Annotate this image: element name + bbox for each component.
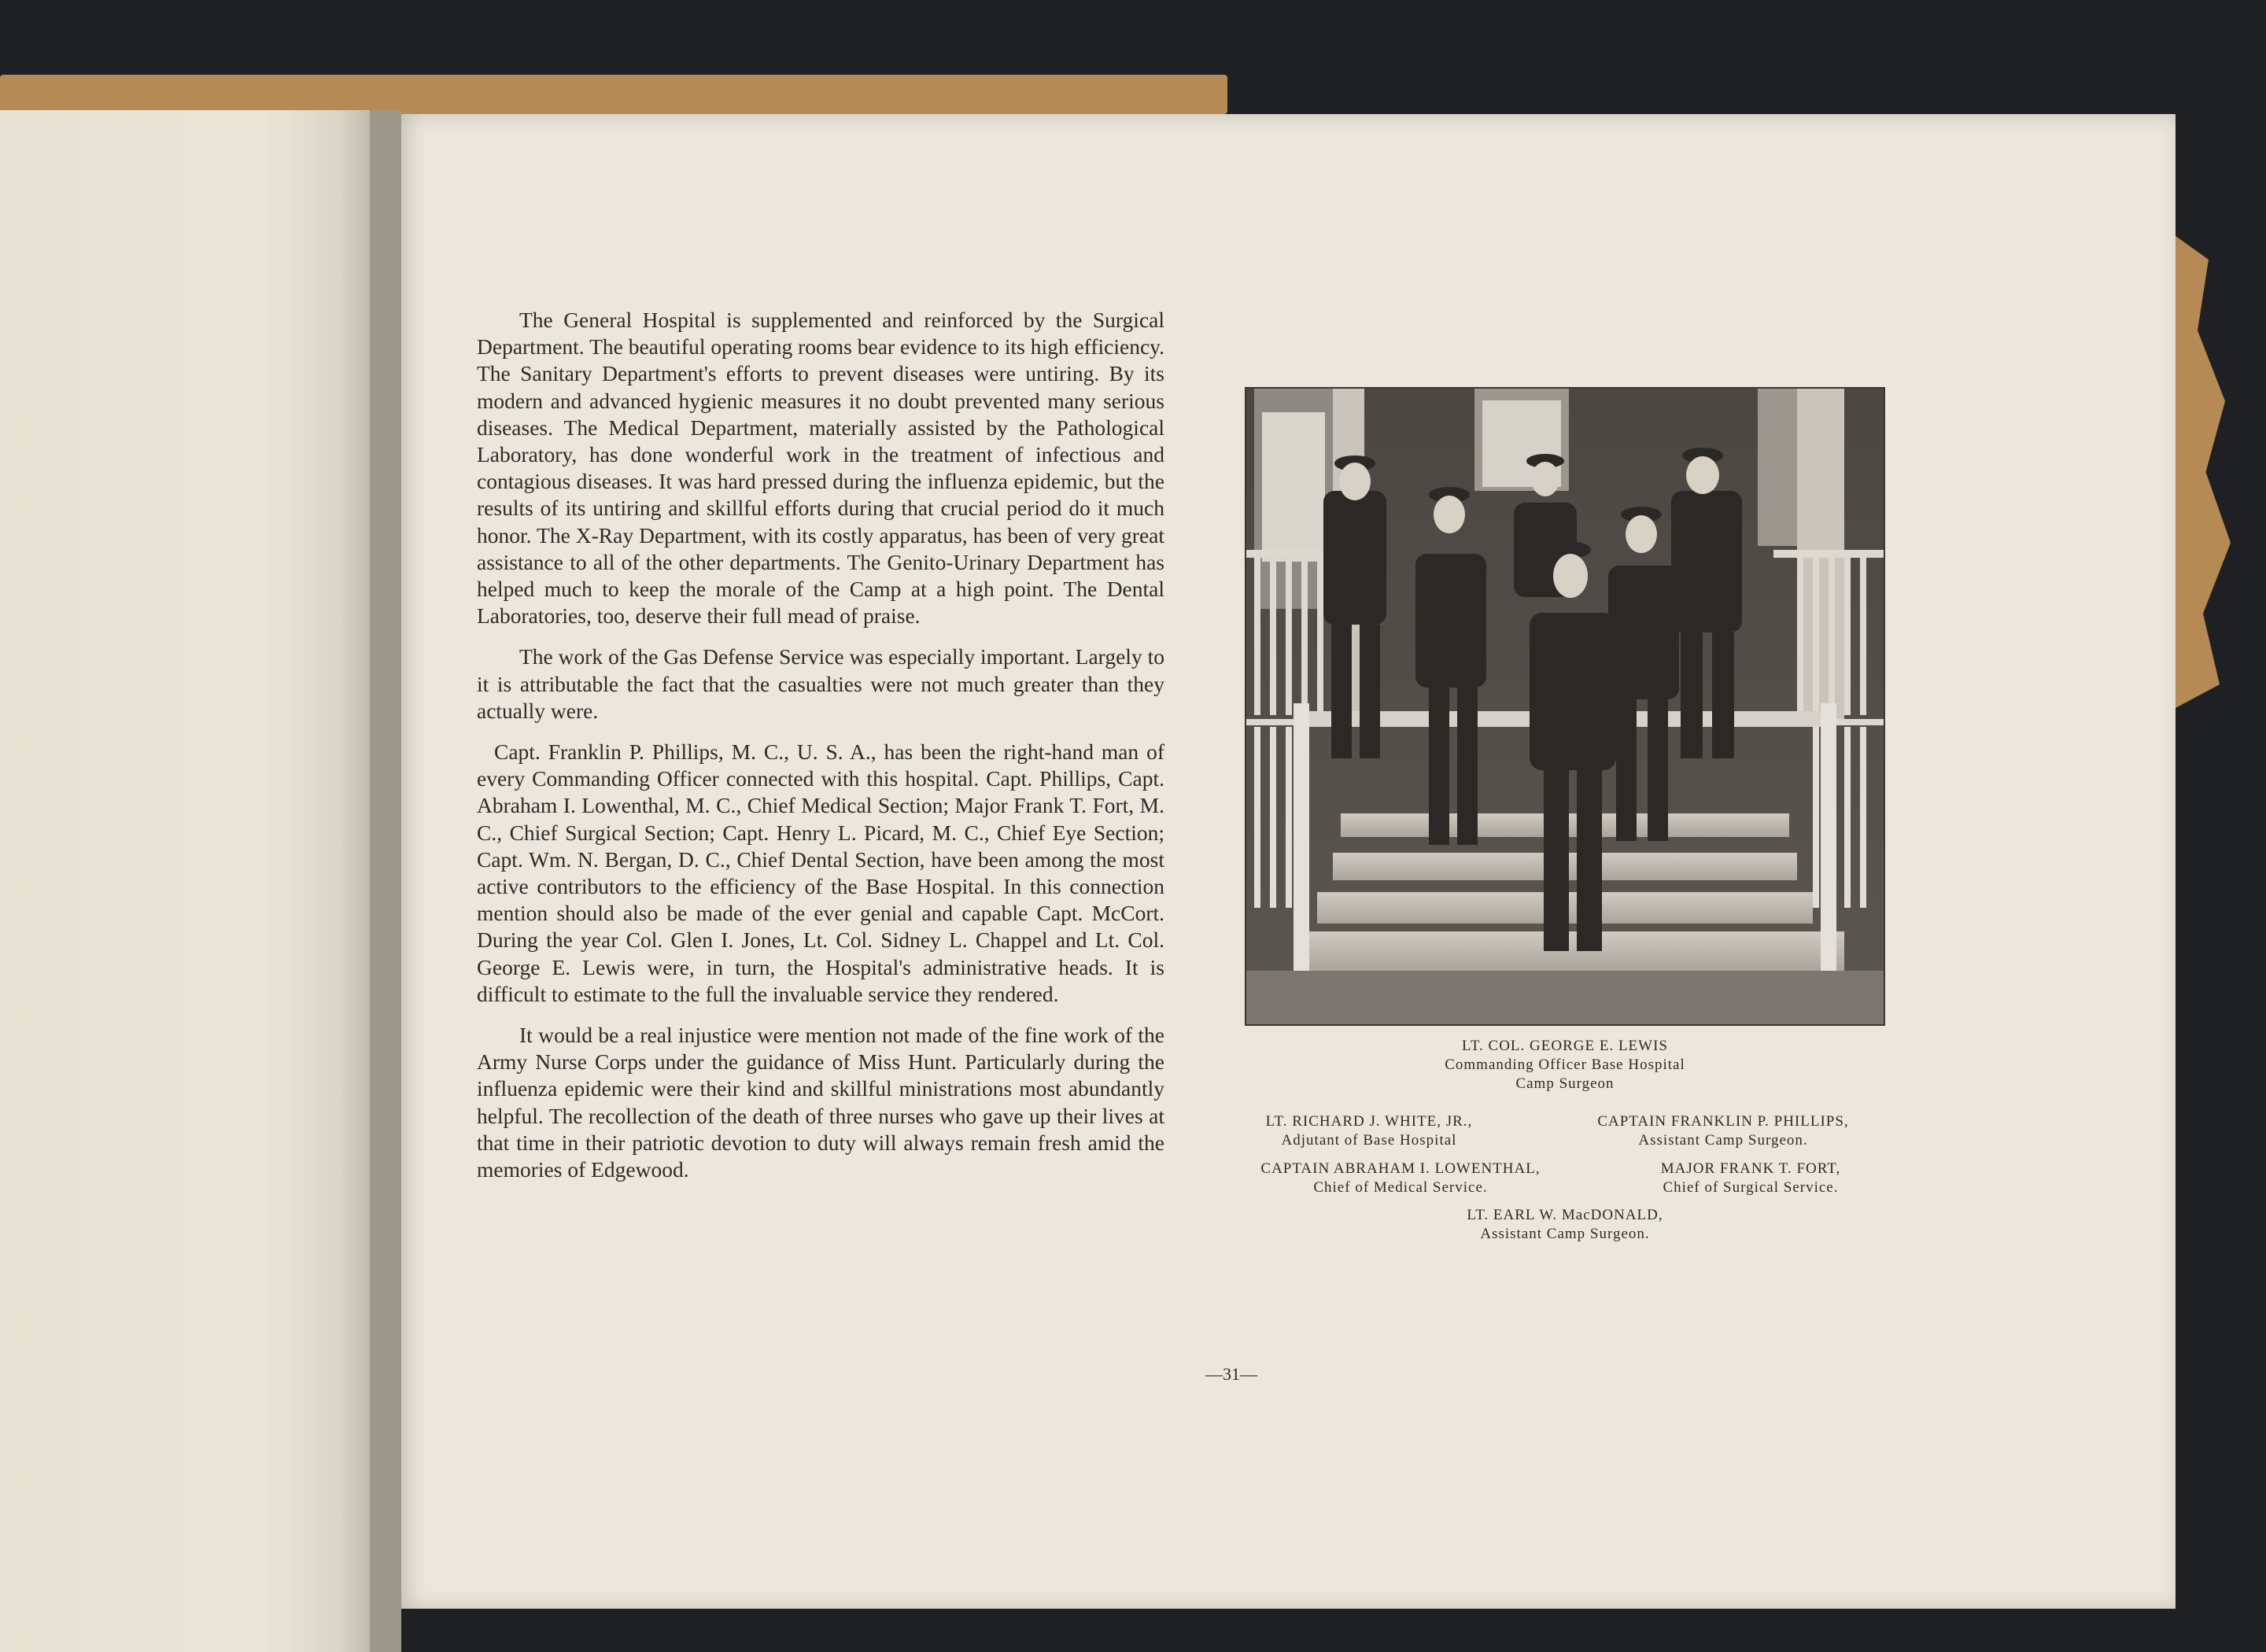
caption-macdonald-role: Assistant Camp Surgeon. (1480, 1226, 1650, 1242)
caption-fort-role: Chief of Surgical Service. (1663, 1179, 1839, 1196)
caption-white-name: LT. RICHARD J. WHITE, JR., (1265, 1113, 1473, 1130)
officers-group-photo (1246, 389, 1884, 1024)
book-gutter (370, 110, 401, 1652)
caption-commanding-officer-role: Commanding Officer Base Hospital (1445, 1056, 1685, 1073)
caption-fort-name: MAJOR FRANK T. FORT, (1660, 1160, 1841, 1177)
paragraph-nurse-corps: It would be a real injustice were mention not made of the fine work of the Army Nurse Corps under the guidance of Miss Hunt. Particularly during the influenza epidemic were their kind and skillful ministrations most abundantly helpful. The recollection of the death of three nurses who gave up their lives at that time in their patriotic devotion to duty will always remain fresh amid the memories of Edgewood. (477, 1023, 1164, 1182)
caption-fort (1605, 1160, 1896, 1197)
left-blank-page (0, 110, 370, 1652)
caption-lowenthal-role: Chief of Medical Service. (1313, 1179, 1488, 1196)
caption-white-role: Adjutant of Base Hospital (1281, 1132, 1457, 1149)
paragraph-gas-defense: The work of the Gas Defense Service was especially important. Largely to it is attributable the fact that the casualties were not much greater than they actually were. (477, 644, 1164, 723)
caption-commanding-officer-role2: Camp Surgeon (1515, 1075, 1615, 1092)
page-number: —31— (1205, 1364, 1257, 1384)
caption-macdonald-name: LT. EARL W. MacDONALD, (1467, 1207, 1663, 1223)
paragraph-hospital-departments: The General Hospital is supplemented and reinforced by the Surgical Department. The beautiful operating rooms bear evidence to its high efficiency. The Sanitary Department's efforts to prevent diseases were untiring. By its modern and advanced hygienic measures it no doubt prevented many serious diseases. The Medical Department, materially assisted by the Pathological Laboratory, has done wonderful work in the treatment of infectious and contagious diseases. It was hard pressed during the influenza epidemic, but the results of its untiring and skillful efforts during that crucial period do it much honor. The X-Ray Department, with its costly apparatus, has been of very great assistance to all of the other departments. The Genito-Urinary Department has helped much to keep the morale of the Camp at a high point. The Dental Laboratories, too, deserve their full mead of praise. (477, 308, 1164, 629)
caption-lowenthal (1212, 1160, 1589, 1197)
caption-commanding-officer-name: LT. COL. GEORGE E. LEWIS (1461, 1038, 1668, 1054)
main-caption (1246, 1037, 1884, 1093)
caption-phillips (1558, 1112, 1888, 1150)
book-cover-edge (0, 75, 1227, 114)
paragraph-officers: Capt. Franklin P. Phillips, M. C., U. S. A., has been the right-hand man of every Commanding Officer connected with this hospital. Capt. Phillips, Capt. Abraham I. Lowenthal, M. C., Chief Medical Section; Major Frank T. Fort, M. C., Chief Surgical Section; Capt. Henry L. Picard, M. C., Chief Eye Section; Capt. Wm. N. Bergan, D. C., Chief Dental Section, have been among the most active contributors to the efficiency of the Base Hospital. In this connection mention should also be made of the ever genial and capable Capt. McCort. During the year Col. Glen I. Jones, Lt. Col. Sidney L. Chappel and Lt. Col. George E. Lewis were, in turn, the Hospital's administrative heads. It is difficult to estimate to the full the invaluable service they rendered. (477, 739, 1164, 1006)
caption-lowenthal-name: CAPTAIN ABRAHAM I. LOWENTHAL, (1260, 1160, 1541, 1177)
caption-phillips-name: CAPTAIN FRANKLIN P. PHILLIPS, (1597, 1113, 1849, 1130)
caption-macdonald (1404, 1206, 1726, 1244)
body-text (477, 307, 1164, 1197)
caption-white (1212, 1112, 1526, 1150)
caption-phillips-role: Assistant Camp Surgeon. (1638, 1132, 1808, 1149)
